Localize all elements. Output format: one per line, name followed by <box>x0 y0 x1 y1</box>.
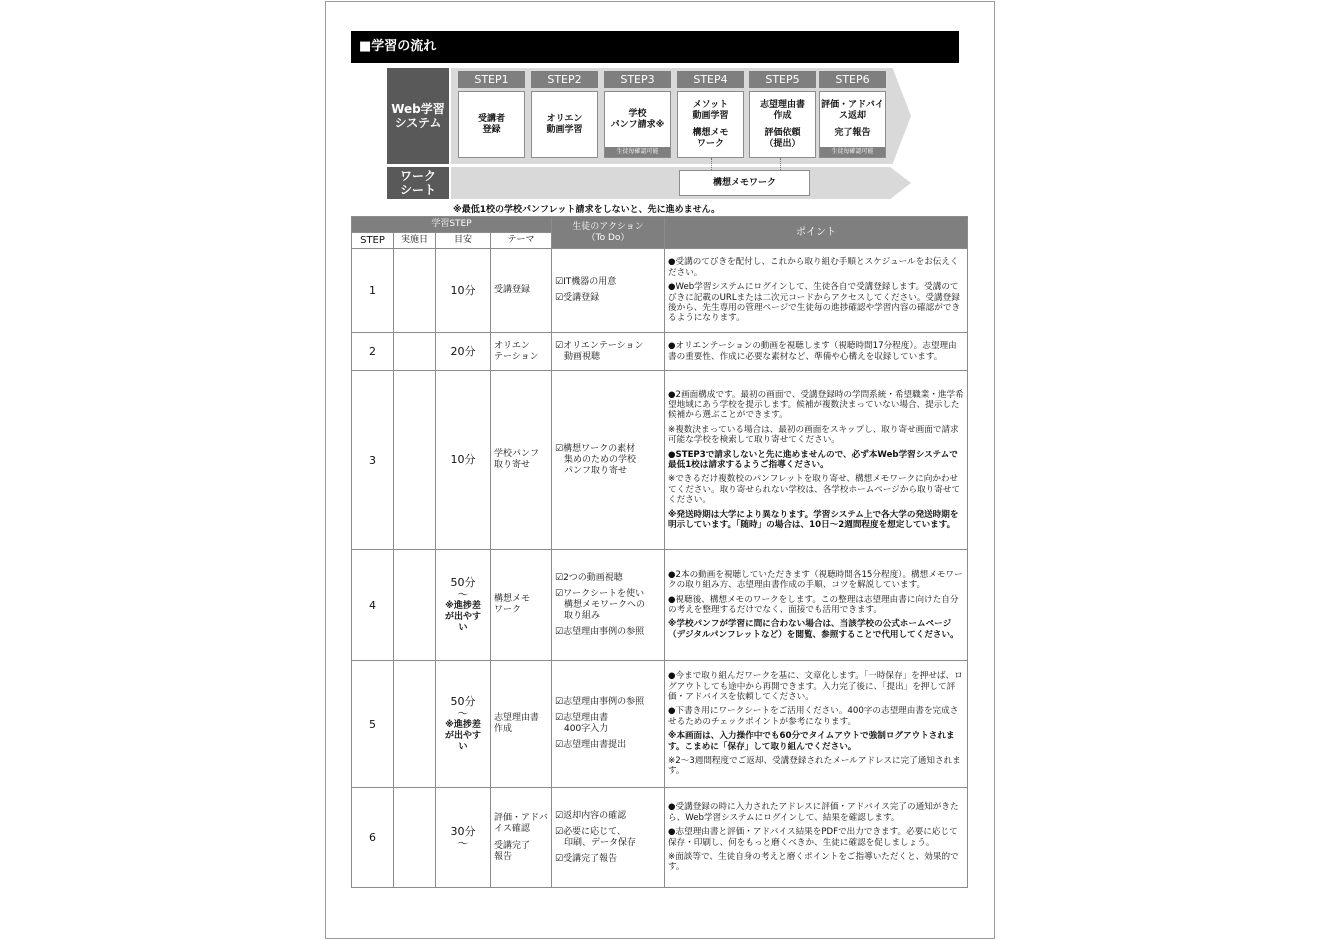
step-number-cell: 4 <box>352 550 394 661</box>
date-cell <box>394 550 436 661</box>
action-cell <box>552 661 665 788</box>
step-text: 作成 <box>773 110 792 121</box>
point-paragraph: ※本画面は、入力操作中でも60分でタイムアウトで強制ログアウトされます。こまめに「保存」して取り組んでください。 <box>668 731 955 752</box>
theme-text: 評価・アドバ イス確認 <box>494 812 548 834</box>
theme-text: 受講完了 報告 <box>494 840 531 862</box>
goal-cell <box>436 661 491 788</box>
action-cell <box>552 371 665 550</box>
point-paragraph: ●2本の動画を視聴していただきます（視聴時間各15分程度）。構想メモワークの取り組み方、志望理由書作成の手順、コツを解説しています。 <box>668 569 963 591</box>
step-text: 動画学習 <box>692 110 729 121</box>
step-box-6 <box>819 91 886 158</box>
step-text: メソット <box>692 99 729 110</box>
action-item: ☑受講完了報告 <box>555 853 618 864</box>
action-item: ☑構想ワークの素材 集めのための学校 パンフ取り寄せ <box>555 443 637 476</box>
step-header-2: STEP2 <box>531 71 598 88</box>
point-cell <box>665 661 968 788</box>
theme-text: 学校パンフ 取り寄せ <box>494 449 540 470</box>
date-cell <box>394 333 436 371</box>
memo-work-box: 構想メモワーク <box>679 170 810 196</box>
theme-cell <box>491 661 552 788</box>
step-box-5 <box>749 91 816 158</box>
table-row <box>352 333 968 371</box>
step-text: 志望理由書 <box>759 99 805 110</box>
step-header-4: STEP4 <box>677 71 744 88</box>
point-paragraph: ●Web学習システムにログインして、生徒各自で受講登録します。受講のてびきに記載のURLまたは二次元コードからアクセスしてください。受講登録後から、先生専用の管理ページで生徒毎の進捗確認や学習内容の確認ができるようになります。 <box>668 282 961 324</box>
point-paragraph: ●志望理由書と評価・アドバイス結果をPDFで出力できます。必要に応じて保存・印刷し、何をもっと磨くべきか、生徒に確認を促しましょう。 <box>668 827 958 848</box>
theme-text: 受講登録 <box>494 285 531 295</box>
header-action: 生徒のアクション （To Do） <box>552 217 665 249</box>
step-text: 動画学習 <box>546 124 583 135</box>
table-row <box>352 371 968 550</box>
step-box-3 <box>604 91 671 158</box>
action-item: ☑オリエンテーション 動画視聴 <box>555 340 644 362</box>
step-text: パンフ請求※ <box>610 119 665 130</box>
goal-cell <box>436 550 491 661</box>
point-cell <box>665 550 968 661</box>
goal-time: 50分 ～ <box>450 575 476 601</box>
progress-note: ※進捗差 が出やす い <box>444 719 481 752</box>
action-item: ☑受講登録 <box>555 293 600 303</box>
action-item: ☑必要に応じて、 印刷、データ保存 <box>555 826 637 848</box>
theme-text: オリエン テーション <box>494 340 539 362</box>
step-header-3: STEP3 <box>604 71 671 88</box>
action-cell <box>552 788 665 888</box>
point-paragraph: ※発送時期は大学により異なります。学習システム上で各大学の発送時期を明示しています。「随時」の場合は、10日～2週間程度を想定しています。 <box>668 509 959 531</box>
point-cell <box>665 333 968 371</box>
point-paragraph: ●受講登録の時に入力されたアドレスに評価・アドバイス完了の通知がきたら、Web学習システムにログインして、結果を確認します。 <box>668 802 959 823</box>
step-note: 生徒毎確認可能 <box>820 147 885 157</box>
web-system-label <box>387 68 449 164</box>
goal-time: 50分 ～ <box>450 694 476 720</box>
point-paragraph: ※複数決まっている場合は、最初の画面をスキップし、取り寄せ画面で請求可能な学校を検索して取り寄せてください。 <box>668 424 959 446</box>
point-paragraph: ※学校パンフが学習に間に合わない場合は、当該学校の公式ホームページ（デジタルパンフレットなど）を閲覧、参照することで代用してください。 <box>668 619 959 640</box>
step-text: ワーク <box>696 138 724 149</box>
action-item: ☑2つの動画視聴 <box>555 572 623 583</box>
connector-line <box>711 158 712 170</box>
step-text: 完了報告 <box>834 128 871 138</box>
step-box-4 <box>677 91 744 158</box>
goal-time: 30分 ～ <box>450 824 476 850</box>
theme-cell <box>491 550 552 661</box>
step-text: 構想メモ <box>692 127 729 138</box>
theme-text: 構想メモ ワーク <box>494 594 531 615</box>
table-row <box>352 249 968 333</box>
action-item: ☑志望理由事例の参照 <box>555 626 645 637</box>
learning-step-table <box>351 216 968 888</box>
point-paragraph: ●2画面構成です。最初の画面で、受講登録時の学問系統・希望職業・進学希望地域にあう学校を提示します。候補が複数決まっていない場合、提示した候補から選ぶことができます。 <box>668 389 964 421</box>
theme-cell <box>491 371 552 550</box>
progress-note: ※進捗差 が出やす い <box>444 600 481 633</box>
point-paragraph: ●視聴後、構想メモのワークをします。この整理は志望理由書に向けた自分の考えを整理するだけでなく、面接でも活用できます。 <box>668 594 959 615</box>
point-paragraph: ※2～3週間程度でご返却、受講登録されたメールアドレスに完了通知されます。 <box>668 756 961 777</box>
action-item: ☑志望理由事例の参照 <box>555 697 645 707</box>
connector-line <box>780 158 781 170</box>
action-item: ☑IT機器の用意 <box>555 277 617 287</box>
date-cell <box>394 249 436 333</box>
point-paragraph: ●下書き用にワークシートをご活用ください。400字の志望理由書を完成させるためのチェックポイントが参考になります。 <box>668 706 959 727</box>
flow-footnote: ※最低1校の学校パンフレット請求をしないと、先に進めません。 <box>453 205 721 215</box>
date-cell <box>394 371 436 550</box>
web-label-line1: Web学習 <box>391 102 445 116</box>
header-step: STEP <box>352 233 394 249</box>
header-date: 実施日 <box>394 233 436 249</box>
action-item: ☑返却内容の確認 <box>555 810 627 821</box>
step-header-6: STEP6 <box>819 71 886 88</box>
section-title: ■学習の流れ <box>351 31 959 63</box>
point-paragraph: ●STEP3で請求しないと先に進めませんので、必ず本Web学習システムで最低1校は請求するようご指導ください。 <box>668 449 958 470</box>
action-item: ☑志望理由書提出 <box>555 740 627 750</box>
step-text: ス返却 <box>838 111 866 121</box>
table-row <box>352 550 968 661</box>
theme-cell <box>491 249 552 333</box>
action-cell <box>552 550 665 661</box>
point-cell <box>665 371 968 550</box>
action-item: ☑ワークシートを使い 構想メモワークへの 取り組み <box>555 588 646 621</box>
point-paragraph: ●受講のてびきを配付し、これから取り組む手順とスケジュールをお伝えください。 <box>668 257 959 278</box>
table-row <box>352 661 968 788</box>
step-text: オリエン <box>546 113 583 124</box>
worksheet-label <box>387 167 449 199</box>
point-cell <box>665 249 968 333</box>
theme-cell <box>491 788 552 888</box>
step-text: 学校 <box>628 108 647 119</box>
goal-cell <box>436 788 491 888</box>
point-paragraph: ※面談等で、生徒自身の考えと磨くポイントをご指導いただくと、効果的です。 <box>668 851 959 873</box>
goal-time: 20分 <box>450 344 476 358</box>
step-number-cell: 2 <box>352 333 394 371</box>
header-point: ポイント <box>665 217 968 249</box>
work-label-line1: ワーク <box>399 169 436 183</box>
goal-time: 10分 <box>450 283 476 297</box>
step-box-2 <box>531 91 598 158</box>
work-label-line2: シート <box>399 183 436 197</box>
step-text: （提出） <box>764 138 801 149</box>
step-number-cell: 3 <box>352 371 394 550</box>
step-number-cell: 5 <box>352 661 394 788</box>
step-text: 受講者 <box>477 113 505 124</box>
step-number-cell: 6 <box>352 788 394 888</box>
step-text: 評価依頼 <box>764 127 801 138</box>
theme-cell <box>491 333 552 371</box>
step-note: 生徒毎確認可能 <box>605 147 670 157</box>
action-cell <box>552 333 665 371</box>
goal-time: 10分 <box>450 453 476 466</box>
goal-cell <box>436 371 491 550</box>
date-cell <box>394 788 436 888</box>
point-paragraph: ●今まで取り組んだワークを基に、文章化します。「一時保存」を押せば、ログアウトしても途中から再開できます。入力完了後に、「提出」を押して評価・アドバイスを依頼してください。 <box>668 671 963 702</box>
date-cell <box>394 661 436 788</box>
step-text: 評価・アドバイ <box>821 100 884 110</box>
goal-cell <box>436 333 491 371</box>
table-row <box>352 788 968 888</box>
action-cell <box>552 249 665 333</box>
step-text: 登録 <box>482 124 501 135</box>
point-paragraph: ●オリエンテーションの動画を視聴します（視聴時間17分程度）。志望理由書の重要性、作成に必要な素材など、準備や心構えを収録しています。 <box>668 341 957 362</box>
step-header-5: STEP5 <box>749 71 816 88</box>
header-learning-step: 学習STEP <box>352 217 552 233</box>
header-goal: 目安 <box>436 233 491 249</box>
step-box-1 <box>458 91 525 158</box>
action-item: ☑志望理由書 400字入力 <box>555 713 609 734</box>
point-paragraph: ※できるだけ複数校のパンフレットを取り寄せ、構想メモワークに向かわせてください。取り寄せられない学校は、各学校ホームページから取り寄せてください。 <box>668 474 961 506</box>
step-number-cell: 1 <box>352 249 394 333</box>
goal-cell <box>436 249 491 333</box>
theme-text: 志望理由書 作成 <box>494 713 540 734</box>
point-cell <box>665 788 968 888</box>
web-label-line2: システム <box>394 116 442 130</box>
header-theme: テーマ <box>491 233 552 249</box>
step-header-1: STEP1 <box>458 71 525 88</box>
